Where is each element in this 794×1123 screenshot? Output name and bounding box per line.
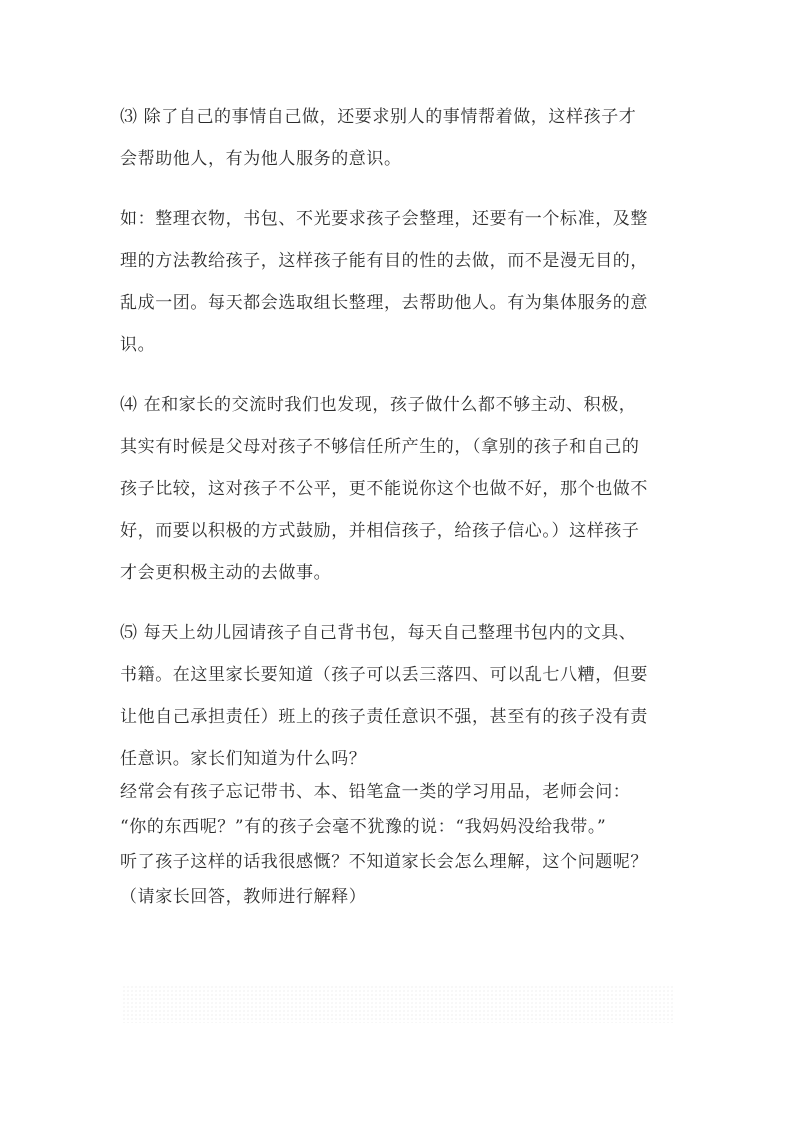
paragraph-line: 书籍。在这里家长要知道（孩子可以丢三落四、可以乱七八糟，但要: [120, 665, 648, 685]
paragraph-school-bag: [120, 612, 680, 780]
paragraph-line: 理的方法教给孩子，这样孩子能有目的性的去做，而不是漫无目的，: [120, 251, 648, 271]
paragraph-line: （请家长回答，教师进行解释）: [120, 887, 367, 907]
paragraph-line: 会帮助他人，有为他人服务的意识。: [120, 149, 402, 169]
paragraph-line: ⑶ 除了自己的事情自己做，还要求别人的事情帮着做，这样孩子才: [120, 107, 637, 127]
paragraph-example-organizing: [120, 198, 680, 366]
paragraph-help-others: [120, 96, 680, 180]
paragraph-forgotten-supplies: [120, 775, 680, 915]
paragraph-line: 让他自己承担责任）班上的孩子责任意识不强，甚至有的孩子没有责: [120, 707, 648, 727]
dotted-background-band: [122, 985, 674, 1023]
paragraph-line: ⑷ 在和家长的交流时我们也发现，孩子做什么都不够主动、积极，: [120, 395, 637, 415]
paragraph-line: 经常会有孩子忘记带书、本、铅笔盒一类的学习用品，老师会问：: [120, 782, 631, 802]
paragraph-line: 乱成一团。每天都会选取组长整理，去帮助他人。有为集体服务的意: [120, 293, 648, 313]
paragraph-line: 好，而要以积极的方式鼓励，并相信孩子，给孩子信心。）这样孩子: [120, 521, 640, 541]
paragraph-line: 识。: [120, 335, 156, 355]
paragraph-line: “你的东西呢？”有的孩子会毫不犹豫的说：“我妈妈没给我带。”: [120, 817, 607, 837]
paragraph-line: 其实有时候是父母对孩子不够信任所产生的，（拿别的孩子和自己的: [120, 437, 640, 457]
paragraph-line: 孩子比较，这对孩子不公平，更不能说你这个也做不好，那个也做不: [120, 479, 648, 499]
paragraph-line: 听了孩子这样的话我很感慨？不知道家长会怎么理解，这个问题呢？: [120, 852, 648, 872]
paragraph-parent-communication: [120, 384, 680, 594]
paragraph-line: 如：整理衣物，书包、不光要求孩子会整理，还要有一个标准，及整: [120, 209, 648, 229]
paragraph-line: 才会更积极主动的去做事。: [120, 563, 332, 583]
paragraph-line: 任意识。家长们知道为什么吗？: [120, 749, 367, 769]
paragraph-line: ⑸ 每天上幼儿园请孩子自己背书包，每天自己整理书包内的文具、: [120, 623, 637, 643]
